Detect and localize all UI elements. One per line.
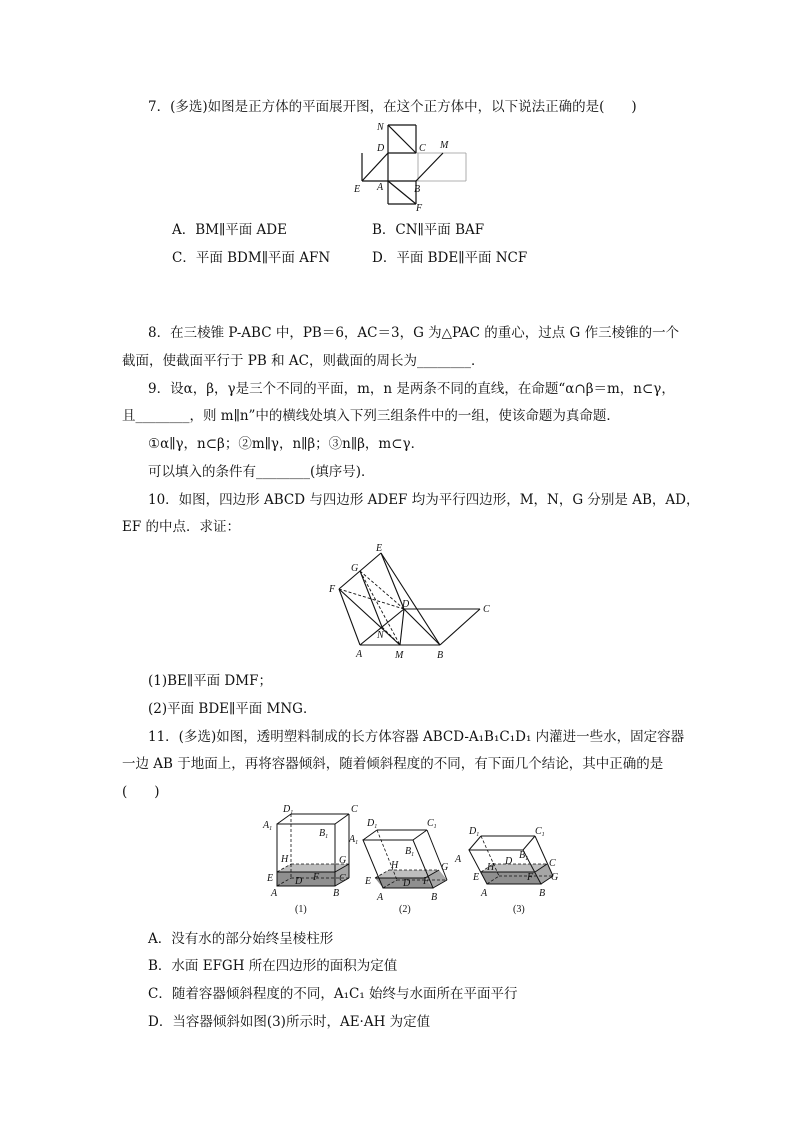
svg-text:A: A xyxy=(481,888,488,899)
svg-text:C1: $C_1$ xyxy=(535,826,545,838)
svg-text:D: D xyxy=(505,856,513,867)
svg-text:B: B xyxy=(431,892,438,903)
q10-part1: (1)BE∥平面 DMF； xyxy=(148,673,272,689)
svg-text:F: F xyxy=(423,876,430,887)
svg-text:A: A xyxy=(455,854,462,865)
q10-part2: (2)平面 BDE∥平面 MNG． xyxy=(148,701,317,717)
q11-containers-figure xyxy=(255,800,565,920)
q7-option-d: D．平面 BDE∥平面 NCF xyxy=(372,250,528,266)
svg-text:B1: $B_1$ xyxy=(519,850,529,862)
q7-stem: 7．(多选)如图是正方体的平面展开图，在这个正方体中，以下说法正确的是( ) xyxy=(148,99,637,115)
svg-text:F: F xyxy=(527,872,534,883)
svg-text:E: E xyxy=(267,873,274,884)
q10-label-M: M xyxy=(395,650,404,661)
q7-label-C: C xyxy=(419,143,426,154)
svg-text:G: G xyxy=(551,872,559,883)
q11-caption-3: (3) xyxy=(513,904,525,915)
svg-text:D: D xyxy=(295,876,303,887)
q7-label-M: M xyxy=(440,140,449,151)
svg-text:E: E xyxy=(473,872,480,883)
q9-answer-line: 可以填入的条件有________(填序号)． xyxy=(148,464,375,480)
svg-text:C: C xyxy=(339,873,346,884)
q8-line2: 截面，使截面平行于 PB 和 AC，则截面的周长为________． xyxy=(122,353,485,369)
q10-parallelogram-figure xyxy=(325,540,495,664)
svg-text:C: C xyxy=(351,804,358,815)
svg-text:G: G xyxy=(339,855,347,866)
svg-text:B: B xyxy=(333,888,340,899)
q11-option-d: D．当容器倾斜如图(3)所示时，AE·AH 为定值 xyxy=(148,1014,431,1030)
q8-line1: 8．在三棱锥 P-ABC 中，PB＝6，AC＝3，G 为△PAC 的重心，过点 G 作三棱锥的一个 xyxy=(148,325,680,341)
q7-cube-net-figure xyxy=(348,120,472,212)
q7-label-E: E xyxy=(354,184,361,195)
q11-figure-3 xyxy=(454,826,558,915)
svg-text:D1: $D_1$ xyxy=(283,804,294,816)
q10-label-N: N xyxy=(377,630,384,641)
q7-option-c: C．平面 BDM∥平面 AFN xyxy=(172,250,331,266)
svg-text:H: H xyxy=(487,862,495,873)
q11-line1: 11．(多选)如图，透明塑料制成的长方体容器 ABCD-A₁B₁C₁D₁ 内灌进一些水，固定容器 xyxy=(148,729,685,745)
q10-label-C: C xyxy=(483,604,490,615)
svg-text:D1: $D_1$ xyxy=(469,826,480,838)
svg-text:D1: $D_1$ xyxy=(367,818,378,830)
svg-text:C: C xyxy=(549,858,556,869)
q11-caption-1: (1) xyxy=(295,904,307,915)
q7-label-F: F xyxy=(416,203,423,212)
q7-label-A: A xyxy=(377,182,384,193)
q10-label-A: A xyxy=(356,649,363,660)
svg-text:D: D xyxy=(403,878,411,889)
q11-caption-2: (2) xyxy=(399,904,411,915)
svg-text:B: B xyxy=(539,888,546,899)
q9-line2: 且________，则 m∥n”中的横线处填入下列三组条件中的一组，使该命题为真命题． xyxy=(122,408,620,424)
q11-figure-1 xyxy=(262,804,358,915)
q7-label-B: B xyxy=(414,184,421,195)
q10-line1: 10．如图，四边形 ABCD 与四边形 ADEF 均为平行四边形，M，N，G 分别是 AB，AD， xyxy=(148,492,700,508)
q7-label-N: N xyxy=(377,122,384,133)
svg-text:B1: $B_1$ xyxy=(319,828,329,840)
q11-figure-2 xyxy=(348,818,448,915)
q10-label-D: D xyxy=(402,599,410,610)
q10-label-F: F xyxy=(329,584,336,595)
q7-option-a: A．BM∥平面 ADE xyxy=(172,222,287,238)
svg-text:B1: $B_1$ xyxy=(405,846,415,858)
q7-label-D: D xyxy=(377,143,385,154)
q11-option-c: C．随着容器倾斜程度的不同，A₁C₁ 始终与水面所在平面平行 xyxy=(148,986,518,1002)
svg-text:H: H xyxy=(281,854,289,865)
svg-text:A: A xyxy=(271,888,278,899)
q7-option-b: B．CN∥平面 BAF xyxy=(372,222,485,238)
q10-label-B: B xyxy=(437,650,444,661)
svg-text:A1: $A_1$ xyxy=(349,834,359,846)
q10-label-E: E xyxy=(376,543,383,554)
q11-line3: ( ) xyxy=(122,784,160,800)
q9-line1: 9．设α，β，γ是三个不同的平面，m，n 是两条不同的直线，在命题“α∩β＝m，n⊂γ， xyxy=(148,381,675,397)
q10-line2: EF 的中点．求证： xyxy=(122,519,241,535)
q9-conditions: ①α∥γ，n⊂β；②m∥γ，n∥β；③n∥β，m⊂γ． xyxy=(148,436,425,452)
svg-text:H: H xyxy=(391,860,399,871)
svg-text:A1: $A_1$ xyxy=(263,820,273,832)
svg-text:A: A xyxy=(377,892,384,903)
q11-option-a: A．没有水的部分始终呈棱柱形 xyxy=(148,931,334,947)
svg-text:E: E xyxy=(365,876,372,887)
svg-text:C1: $C_1$ xyxy=(427,818,437,830)
svg-text:F: F xyxy=(313,872,320,883)
q11-option-b: B．水面 EFGH 所在四边形的面积为定值 xyxy=(148,958,398,974)
q10-label-G: G xyxy=(351,563,359,574)
q11-line2: 一边 AB 于地面上，再将容器倾斜，随着倾斜程度的不同，有下面几个结论，其中正确的是 xyxy=(122,756,664,772)
svg-text:G: G xyxy=(441,862,449,873)
